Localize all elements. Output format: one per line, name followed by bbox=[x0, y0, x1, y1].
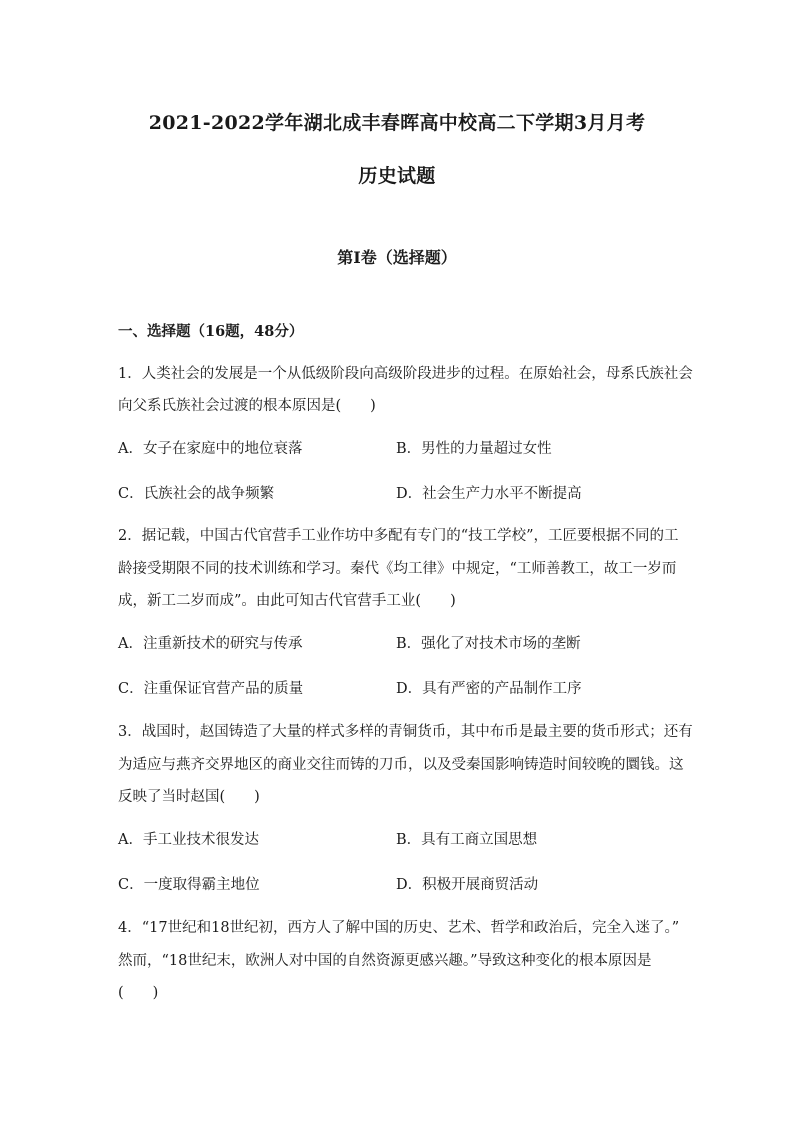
question-4-line-1: 4．“17世纪和18世纪初，西方人了解中国的历史、艺术、哲学和政治后，完全入迷了。” bbox=[118, 920, 680, 936]
question-2-option-b: B．强化了对技术市场的垄断 bbox=[396, 636, 581, 652]
question-3-option-a: A．手工业技术很发达 bbox=[118, 832, 259, 848]
question-2-line-1: 2．据记载，中国古代官营手工业作坊中多配有专门的“技工学校”，工匠要根据不同的工 bbox=[118, 528, 679, 544]
question-1-option-c: C．氏族社会的战争频繁 bbox=[118, 486, 275, 502]
question-2-line-3: 成，新工二岁而成”。由此可知古代官营手工业( ) bbox=[118, 593, 456, 609]
question-3-line-2: 为适应与燕齐交界地区的商业交往而铸的刀币，以及受秦国影响铸造时间较晚的圜钱。这 bbox=[118, 757, 684, 773]
question-3-line-1: 3．战国时，赵国铸造了大量的样式多样的青铜货币，其中布币是最主要的货币形式；还有 bbox=[118, 724, 693, 740]
question-1-option-b: B．男性的力量超过女性 bbox=[396, 441, 552, 457]
section-title: 第Ⅰ卷（选择题） bbox=[337, 248, 457, 267]
question-1-option-a: A．女子在家庭中的地位衰落 bbox=[118, 441, 303, 457]
question-4-line-3: ( ) bbox=[118, 985, 159, 1001]
question-3-option-b: B．具有工商立国思想 bbox=[396, 832, 538, 848]
exam-title: 2021-2022学年湖北成丰春晖高中校高二下学期3月月考 bbox=[148, 112, 646, 134]
question-1-line-2: 向父系氏族社会过渡的根本原因是( ) bbox=[118, 398, 376, 414]
question-2-option-a: A．注重新技术的研究与传承 bbox=[118, 636, 303, 652]
question-2-option-d: D．具有严密的产品制作工序 bbox=[396, 681, 582, 697]
question-3-option-c: C．一度取得霸主地位 bbox=[118, 877, 260, 893]
question-2-option-c: C．注重保证官营产品的质量 bbox=[118, 681, 304, 697]
question-3-line-3: 反映了当时赵国( ) bbox=[118, 789, 260, 805]
part-heading: 一、选择题（16题，48分） bbox=[118, 323, 304, 340]
question-1-option-d: D．社会生产力水平不断提高 bbox=[396, 486, 582, 502]
question-1-line-1: 1．人类社会的发展是一个从低级阶段向高级阶段进步的过程。在原始社会，母系氏族社会 bbox=[118, 366, 693, 382]
question-2-line-2: 龄接受期限不同的技术训练和学习。秦代《均工律》中规定，“工师善教工，故工一岁而 bbox=[118, 561, 677, 577]
subject-title: 历史试题 bbox=[358, 165, 436, 187]
question-3-option-d: D．积极开展商贸活动 bbox=[396, 877, 539, 893]
question-4-line-2: 然而，“18世纪末，欧洲人对中国的自然资源更感兴趣。”导致这种变化的根本原因是 bbox=[118, 953, 652, 969]
